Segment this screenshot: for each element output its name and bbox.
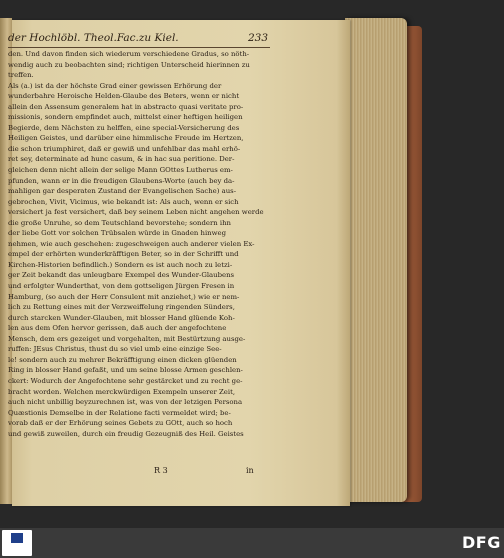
text-line: nehmen, wie auch geschehen: zugeschweigen auch anderer vielen Ex- xyxy=(8,239,255,248)
signature-mark: R 3 xyxy=(154,466,168,475)
text-line: auch nicht unbillig beyzurechnen ist, was von der letzigen Persona xyxy=(8,398,243,407)
text-line: treffen. xyxy=(8,71,34,80)
text-line: durch starcken Wunder-Glauben, mit blosser Hand glüende Koh- xyxy=(8,313,235,322)
text-line: le! sondern auch zu mehrer Bekräfftigung einen dicken glüenden xyxy=(8,355,237,364)
text-line: Ring in blosser Hand gefaßt, und um seine blosse Armen geschlen- xyxy=(8,366,243,375)
text-line: die schon triumphiret, daß er gewiß und unfehlbar das mahl erhö- xyxy=(8,144,241,153)
text-line: ruffen: JEsus Christus, thust du so viel umb eine einzige See- xyxy=(8,345,222,354)
text-line: Hamburg, (so auch der Herr Consulent mit anziehet,) wie er nem- xyxy=(8,292,240,301)
text-line: Begierde, dem Nächsten zu helffen, eine special-Versicherung des xyxy=(8,123,240,132)
text-line: und gewiß zuweilen, durch ein freudig Gezeugniß des Heil. Geistes xyxy=(8,429,244,438)
page-block-edges xyxy=(345,18,407,502)
text-line: gleichen denn nicht allein der selige Mann GOttes Lutherus em- xyxy=(8,166,233,175)
library-logo-icon xyxy=(11,533,23,543)
text-line: gebrochen, Vivit, Vicimus, wie bekandt ist: Als auch, wenn er sich xyxy=(8,197,239,206)
text-line: Als (a.) ist da der höchste Grad einer gewissen Erhörung der xyxy=(8,81,222,90)
text-line: empel der erhörten wunderkräfftigen Beter, so in der Schrifft und xyxy=(8,250,239,259)
running-head-title: der Hochlöbl. Theol.Fac.zu Kiel. xyxy=(8,32,179,44)
header-rule xyxy=(8,47,270,48)
text-line: vorab daß er der Erhörung seines Gebets zu GOtt, auch so hoch xyxy=(8,419,233,428)
text-line: die große Unruhe, so dem Teutschland bevorstehe; sondern ihn xyxy=(8,218,231,227)
text-line: len aus dem Ofen hervor gerissen, daß auch der angefochtene xyxy=(8,324,227,333)
text-line: ret sey, determinate ad hunc casum, & in hac sua peritione. Der- xyxy=(8,155,235,164)
text-line: wendig auch zu beobachten sind; richtigen Unterscheid hierinnen zu xyxy=(8,60,250,69)
text-line: ckert: Wodurch der Angefochtene sehr gestärcket und zu recht ge- xyxy=(8,376,243,385)
viewer-footer-bar xyxy=(0,528,504,558)
text-line: lich zu Rettung eines mit der Verzweiffelung ringenden Sünders, xyxy=(8,303,235,312)
text-line: wunderbahre Heroische Helden-Glaube des Beters, wenn er nicht xyxy=(8,92,240,101)
text-line: pfunden, wann er in die freudigen Glaubens-Worte (auch bey da- xyxy=(8,176,235,185)
text-line: Heiligen Geistes, und darüber eine himmlische Freude im Hertzen, xyxy=(8,134,244,143)
text-line: der liebe Gott vor solchen Trübsalen würde in Gnaden hinweg xyxy=(8,229,227,238)
text-line: allein den Assensum generalem hat in abstracto quasi veritate pro- xyxy=(8,102,244,111)
text-line: versichert ja fest versichert, daß bey seinem Leben nicht angehen werde xyxy=(8,208,264,217)
catchword: in xyxy=(246,466,254,475)
library-logo xyxy=(2,530,32,556)
dfg-logo: DFG xyxy=(462,533,501,552)
body-text xyxy=(8,49,272,439)
running-head xyxy=(8,30,268,48)
text-line: den. Und davon finden sich wiederum verschiedene Gradus, so nöth- xyxy=(8,50,250,58)
text-line: Kirchen-Historien befindlich.) Sondern es ist auch noch zu letzi- xyxy=(8,260,233,269)
text-line: missionis, sondern empfindet auch, mittelst einer heftigen heiligen xyxy=(8,113,243,122)
text-line: bracht worden. Welchen merckwürdigen Exempeln unserer Zeit, xyxy=(8,387,236,396)
text-line: und erfolgter Wunderthat, von dem gottseligen Jürgen Fresen in xyxy=(8,282,235,291)
page-number: 233 xyxy=(248,32,269,44)
text-line: ger Zeit bekandt das unleugbare Exempel des Wunder-Glaubens xyxy=(8,271,235,280)
text-line: mahligen gar desperaten Zustand der Evangelischen Sache) aus- xyxy=(8,187,237,196)
text-line: Mensch, dem ers gezeiget und vorgehalten, mit Bestürtzung ausge- xyxy=(8,334,246,343)
text-line: Quæstionis Demselbe in der Relatione facti vermeldet wird; be- xyxy=(8,408,231,417)
